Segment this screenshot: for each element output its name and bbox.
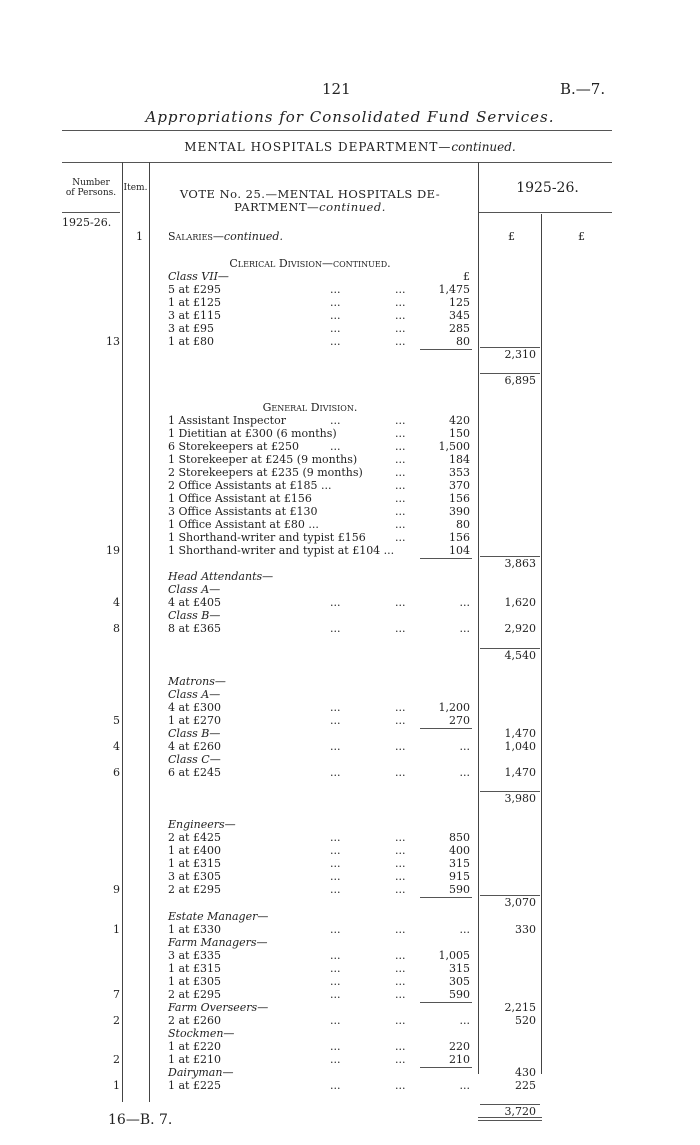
row-label: 1 at £125 <box>168 296 221 310</box>
row-label: Dairyman— <box>168 1066 234 1080</box>
row-label: 6 at £245 <box>168 765 221 779</box>
amount-detail: 156 <box>449 491 470 505</box>
subtotal-rule <box>480 648 540 649</box>
table-row <box>0 361 700 374</box>
table-row <box>0 635 700 648</box>
amount-total: 225 <box>515 1079 536 1093</box>
row-label: 2 at £295 <box>168 987 221 1001</box>
table-row <box>0 1027 700 1040</box>
leader-dots: ... <box>395 844 406 858</box>
amount-total: 520 <box>515 1013 536 1027</box>
leader-dots: ... <box>330 335 341 349</box>
table-row <box>0 831 700 844</box>
leader-dots: ... <box>459 622 470 636</box>
table-row <box>0 896 700 909</box>
row-label: 2 at £425 <box>168 831 221 845</box>
table-row <box>0 270 700 283</box>
table-row <box>0 296 700 309</box>
leader-dots: ... <box>330 1053 341 1067</box>
amount-detail: 270 <box>449 713 470 727</box>
row-label: 8 at £365 <box>168 622 221 636</box>
leader-dots: ... <box>395 518 406 531</box>
amount-total: 6,895 <box>504 374 536 388</box>
table-row <box>0 923 700 936</box>
table-row <box>0 322 700 335</box>
table-row <box>0 988 700 1001</box>
amount-detail: 390 <box>449 504 470 518</box>
table-row <box>0 675 700 688</box>
row-label: Farm Managers— <box>168 935 268 949</box>
row-label: 4 at £260 <box>168 739 221 753</box>
leader-dots: ... <box>395 870 406 884</box>
table-row <box>0 505 700 518</box>
table-row <box>0 844 700 857</box>
row-label: 3 at £95 <box>168 322 214 336</box>
row-label: Class VII— <box>168 270 229 284</box>
table-row <box>0 388 700 401</box>
amount-total: 3,863 <box>504 557 536 571</box>
table-row <box>0 792 700 805</box>
table-row <box>0 570 700 583</box>
leader-dots: ... <box>330 974 341 988</box>
amount-detail: 1,005 <box>438 948 470 962</box>
leader-dots: ... <box>395 1079 406 1093</box>
row-label: 3 Office Assistants at £130 <box>168 504 318 518</box>
leader-dots: ... <box>330 948 341 962</box>
leader-dots: ... <box>395 426 406 440</box>
leader-dots: ... <box>395 961 406 975</box>
item-column-header: Item. <box>123 183 148 193</box>
subtotal-rule <box>480 791 540 792</box>
amount-detail: 370 <box>449 478 470 492</box>
page-number: 121 <box>322 80 351 98</box>
leader-dots: ... <box>395 1040 406 1053</box>
leader-dots: ... <box>395 857 406 871</box>
leader-dots: ... <box>330 1079 341 1093</box>
table-row <box>0 440 700 453</box>
amount-total: 2,920 <box>504 622 536 636</box>
leader-dots: ... <box>459 596 470 610</box>
persons-count: 19 <box>106 544 120 558</box>
leader-dots: ... <box>330 831 341 845</box>
persons-count: 1 <box>113 922 120 936</box>
leader-dots: ... <box>330 857 341 871</box>
amount-detail: 210 <box>449 1053 470 1067</box>
leader-dots: ... <box>330 883 341 897</box>
row-label: 1 at £315 <box>168 857 221 871</box>
leader-dots: ... <box>395 322 406 336</box>
leader-dots: ... <box>330 713 341 727</box>
table-row <box>0 975 700 988</box>
amount-detail: 1,500 <box>438 439 470 453</box>
table-row <box>0 479 700 492</box>
table-row <box>0 740 700 753</box>
row-label: Clerical Division—continued. <box>229 257 391 270</box>
table-row <box>0 557 700 570</box>
leader-dots: ... <box>395 335 406 349</box>
leader-dots: ... <box>330 922 341 936</box>
row-label: Class A— <box>168 687 221 701</box>
table-row <box>0 883 700 896</box>
table-row <box>0 348 700 361</box>
row-label: Matrons— <box>168 674 226 688</box>
amount-detail: 1,200 <box>438 700 470 714</box>
amount-detail: 400 <box>449 844 470 858</box>
leader-dots: ... <box>395 700 406 714</box>
table-row <box>0 688 700 701</box>
table-row <box>0 818 700 831</box>
table-row <box>0 544 700 557</box>
table-row <box>0 466 700 479</box>
subtotal-rule <box>480 373 540 374</box>
amount-detail: 345 <box>449 309 470 323</box>
row-label: Engineers— <box>168 818 236 832</box>
table-row <box>0 427 700 440</box>
leader-dots: ... <box>395 1013 406 1027</box>
amount-detail: 184 <box>449 452 470 466</box>
table-row <box>0 727 700 740</box>
amount-total: 2,215 <box>504 1000 536 1014</box>
table-row <box>0 596 700 609</box>
year-column-header: 1925-26. <box>516 180 579 196</box>
leader-dots: ... <box>330 322 341 336</box>
table-row <box>0 649 700 662</box>
leader-dots: ... <box>395 883 406 897</box>
table-row <box>0 453 700 466</box>
row-label: 3 at £115 <box>168 309 221 323</box>
persons-count: 2 <box>113 1013 120 1027</box>
persons-count: 6 <box>113 765 120 779</box>
row-label: 2 at £260 <box>168 1013 221 1027</box>
vote-title: VOTE No. 25.—MENTAL HOSPITALS DE- PARTMENT—continued. <box>179 187 441 214</box>
table-row <box>0 622 700 635</box>
table-row <box>0 910 700 923</box>
table-row <box>0 518 700 531</box>
leader-dots: ... <box>395 831 406 845</box>
leader-dots: ... <box>395 296 406 310</box>
leader-dots: ... <box>330 622 341 636</box>
table-row <box>0 1079 700 1092</box>
amount-total: 1,470 <box>504 726 536 740</box>
leader-dots: ... <box>395 765 406 779</box>
leader-dots: ... <box>459 1013 470 1027</box>
row-label: 1 at £305 <box>168 974 221 988</box>
row-label: 2 at £295 <box>168 883 221 897</box>
persons-count: 2 <box>113 1053 120 1067</box>
persons-count: 8 <box>113 622 120 636</box>
table-row <box>0 583 700 596</box>
table-row <box>0 1092 700 1105</box>
grand-total-rule <box>478 1117 542 1118</box>
leader-dots: ... <box>330 844 341 858</box>
leader-dots: ... <box>459 1079 470 1093</box>
row-label: 4 at £300 <box>168 700 221 714</box>
persons-count: 5 <box>113 713 120 727</box>
page-title: Appropriations for Consolidated Fund Services. <box>145 108 555 126</box>
leader-dots: ... <box>395 974 406 988</box>
amount-total: 1,620 <box>504 596 536 610</box>
table-row <box>0 936 700 949</box>
row-label: 1 at £80 <box>168 335 214 349</box>
year-header-rule <box>478 212 612 213</box>
table-row <box>0 1014 700 1027</box>
leader-dots: ... <box>330 283 341 297</box>
grand-total-rule <box>478 1120 542 1121</box>
leader-dots: ... <box>395 596 406 610</box>
amount-detail: 590 <box>449 883 470 897</box>
leader-dots: ... <box>330 961 341 975</box>
persons-column-header: Number of Persons. <box>65 178 117 198</box>
row-label: 6 Storekeepers at £250 <box>168 439 299 453</box>
page-reference: B.—7. <box>560 80 606 98</box>
leader-dots: ... <box>395 622 406 636</box>
table-row <box>0 309 700 322</box>
leader-dots: ... <box>330 413 341 427</box>
table-row <box>0 753 700 766</box>
amount-total: 3,720 <box>504 1105 536 1119</box>
leader-dots: ... <box>395 413 406 427</box>
amount-detail: 850 <box>449 831 470 845</box>
table-row <box>0 1066 700 1079</box>
leader-dots: ... <box>395 948 406 962</box>
row-label: 1 Storekeeper at £245 (9 months) <box>168 452 358 466</box>
row-label: Estate Manager— <box>168 909 269 923</box>
table-row <box>0 949 700 962</box>
table-row <box>0 1053 700 1066</box>
leader-dots: ... <box>395 465 406 479</box>
row-label: 1 Assistant Inspector <box>168 413 286 427</box>
persons-count: 13 <box>106 335 120 349</box>
amount-detail: 150 <box>449 426 470 440</box>
table-row <box>0 1001 700 1014</box>
table-row <box>0 714 700 727</box>
row-label: 1 at £330 <box>168 922 221 936</box>
table-row <box>0 531 700 544</box>
leader-dots: ... <box>395 504 406 518</box>
salaries-heading: Salaries—continued. <box>168 230 283 243</box>
amount-total: 3,070 <box>504 896 536 910</box>
row-label: 1 at £220 <box>168 1040 221 1053</box>
amount-total: 2,310 <box>504 348 536 362</box>
table-row <box>0 805 700 818</box>
leader-dots: ... <box>395 531 406 545</box>
row-label: Farm Overseers— <box>168 1000 269 1014</box>
row-label: Class C— <box>168 752 221 766</box>
amount-total: 3,980 <box>504 792 536 806</box>
leader-dots: ... <box>330 700 341 714</box>
leader-dots: ... <box>330 739 341 753</box>
leader-dots: ... <box>395 987 406 1001</box>
leader-dots: ... <box>395 439 406 453</box>
row-label: 5 at £295 <box>168 283 221 297</box>
amount-detail: 315 <box>449 961 470 975</box>
table-row <box>0 401 700 414</box>
amount-detail: 1,475 <box>438 283 470 297</box>
persons-header-rule <box>62 212 120 213</box>
row-label: 1 Dietitian at £300 (6 months) <box>168 426 337 440</box>
leader-dots: ... <box>395 452 406 466</box>
amount-total: 4,540 <box>504 648 536 662</box>
table-row <box>0 1105 700 1118</box>
amount-detail: 305 <box>449 974 470 988</box>
table-row <box>0 283 700 296</box>
currency-symbol: £ <box>578 230 585 243</box>
amount-detail: 420 <box>449 413 470 427</box>
persons-count: 4 <box>113 596 120 610</box>
leader-dots: ... <box>395 309 406 323</box>
subtotal-rule <box>480 347 540 348</box>
row-label: 1 at £315 <box>168 961 221 975</box>
leader-dots: ... <box>395 922 406 936</box>
leader-dots: ... <box>330 296 341 310</box>
subtotal-rule <box>480 1104 540 1105</box>
row-label: 1 Shorthand-writer and typist £156 <box>168 531 366 545</box>
row-label: 1 at £225 <box>168 1079 221 1093</box>
leader-dots: ... <box>330 309 341 323</box>
persons-count: 1 <box>113 1079 120 1093</box>
row-label: 1 Office Assistant at £80 ... <box>168 518 319 531</box>
leader-dots: ... <box>395 739 406 753</box>
amount-detail: 353 <box>449 465 470 479</box>
leader-dots: ... <box>330 596 341 610</box>
row-label: Head Attendants— <box>168 570 274 584</box>
row-label: 1 at £270 <box>168 713 221 727</box>
page-footer: 16—B. 7. <box>108 1112 173 1128</box>
year-left-label: 1925-26. <box>62 216 112 229</box>
leader-dots: ... <box>330 987 341 1001</box>
leader-dots: ... <box>330 439 341 453</box>
row-label: Class A— <box>168 583 221 597</box>
amount-detail: 315 <box>449 857 470 871</box>
amount-detail: 156 <box>449 531 470 545</box>
table-row <box>0 870 700 883</box>
table-row <box>0 414 700 427</box>
amount-total: 430 <box>515 1066 536 1080</box>
row-label: 1 at £400 <box>168 844 221 858</box>
leader-dots: ... <box>395 713 406 727</box>
amount-detail: 104 <box>449 544 470 558</box>
row-label: 3 at £305 <box>168 870 221 884</box>
leader-dots: ... <box>395 1053 406 1067</box>
table-row <box>0 701 700 714</box>
row-label: 2 Storekeepers at £235 (9 months) <box>168 465 363 479</box>
amount-total: 1,040 <box>504 739 536 753</box>
table-top-rule <box>62 162 612 163</box>
row-label: 1 Shorthand-writer and typist at £104 ... <box>168 544 395 558</box>
row-label: 2 Office Assistants at £185 ... <box>168 478 332 492</box>
department-subtitle: MENTAL HOSPITALS DEPARTMENT—continued. <box>184 140 516 154</box>
row-label: 4 at £405 <box>168 596 221 610</box>
persons-count: 7 <box>113 987 120 1001</box>
amount-total: 330 <box>515 922 536 936</box>
persons-count: 9 <box>113 883 120 897</box>
leader-dots: ... <box>459 765 470 779</box>
table-row <box>0 335 700 348</box>
leader-dots: ... <box>459 739 470 753</box>
table-row <box>0 492 700 505</box>
amount-detail: 80 <box>456 518 470 531</box>
leader-dots: ... <box>395 478 406 492</box>
amount-total: 1,470 <box>504 765 536 779</box>
row-label: Stockmen— <box>168 1026 235 1040</box>
table-row <box>0 766 700 779</box>
title-rule <box>62 130 612 131</box>
row-label: 3 at £335 <box>168 948 221 962</box>
amount-detail: 915 <box>449 870 470 884</box>
leader-dots: ... <box>330 870 341 884</box>
leader-dots: ... <box>459 922 470 936</box>
amount-detail: 220 <box>449 1040 470 1053</box>
table-row <box>0 779 700 792</box>
row-label: 1 at £210 <box>168 1053 221 1067</box>
table-row <box>0 609 700 622</box>
row-label: 1 Office Assistant at £156 <box>168 491 312 505</box>
item-number: 1 <box>136 230 143 243</box>
table-row <box>0 857 700 870</box>
subtotal-rule <box>480 895 540 896</box>
leader-dots: ... <box>395 491 406 505</box>
currency-symbol: £ <box>508 230 515 243</box>
persons-count: 4 <box>113 739 120 753</box>
leader-dots: ... <box>395 283 406 297</box>
row-label: Class B— <box>168 609 221 623</box>
table-row <box>0 374 700 387</box>
amount-detail: 80 <box>456 335 470 349</box>
leader-dots: ... <box>330 765 341 779</box>
table-row <box>0 962 700 975</box>
amount-detail: 125 <box>449 296 470 310</box>
amount-detail: 590 <box>449 987 470 1001</box>
row-label: Class B— <box>168 726 221 740</box>
table-row <box>0 1040 700 1053</box>
leader-dots: ... <box>330 1040 341 1053</box>
amount-detail: 285 <box>449 322 470 336</box>
table-row <box>0 257 700 270</box>
leader-dots: ... <box>330 1013 341 1027</box>
amount-detail: £ <box>463 270 470 284</box>
table-row <box>0 662 700 675</box>
row-label: General Division. <box>262 400 358 414</box>
subtotal-rule <box>480 556 540 557</box>
